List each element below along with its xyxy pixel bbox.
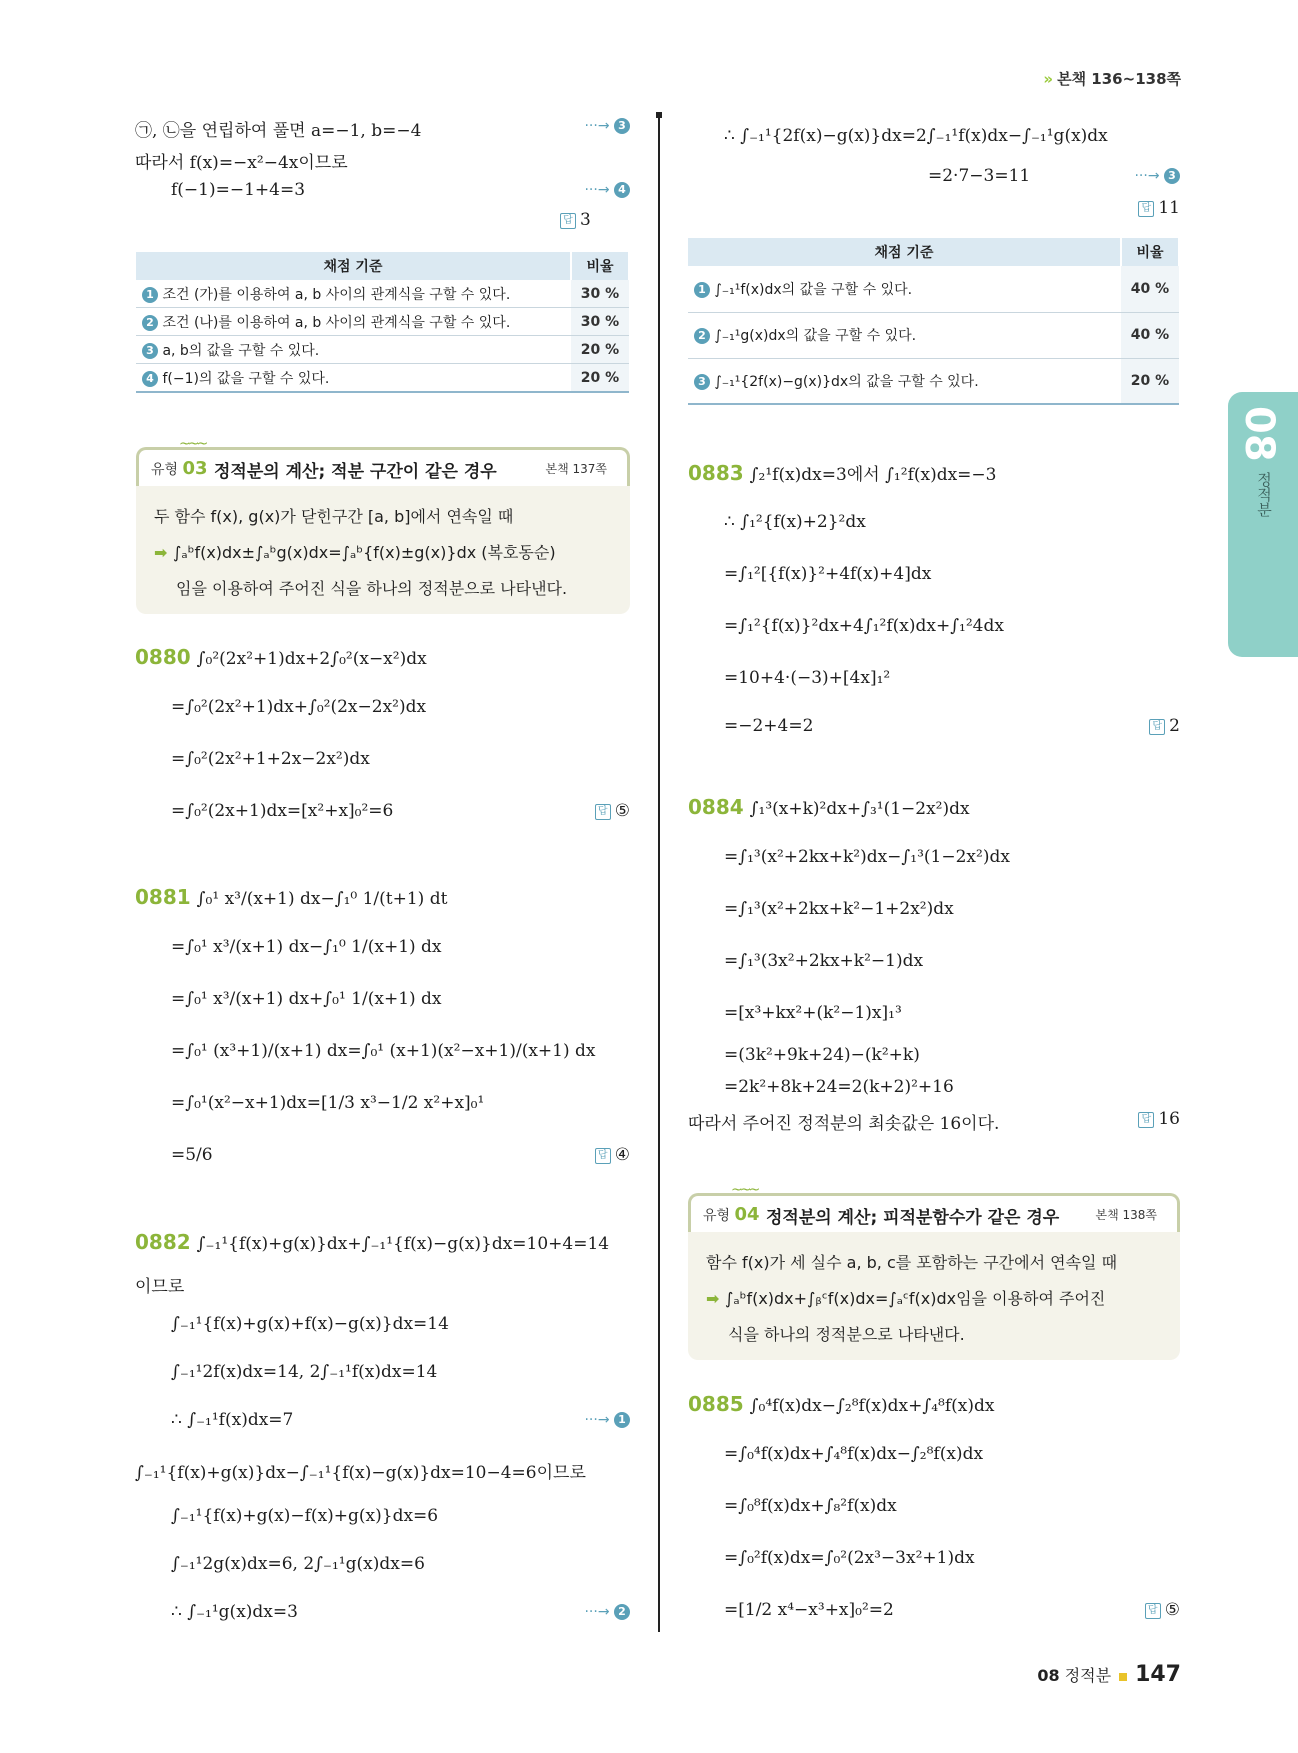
table-row: 1 조건 (가)를 이용하여 a, b 사이의 관계식을 구할 수 있다. 30 %: [136, 280, 629, 308]
answer-mark: 답 3: [560, 210, 630, 230]
step-tag: ···→ 4: [584, 182, 630, 198]
problem-0880: 0880 ∫₀²(2x²+1)dx+2∫₀²(x−x²)dx =∫₀²(2x²+1)dx+∫₀²(2x−2x²)dx =∫₀²(2x²+1+2x−2x²)dx =∫₀²(2x+1)dx=[x²+x]₀²=6 답 ⑤: [135, 645, 630, 821]
arrow-right-icon: ➡: [706, 1289, 725, 1308]
type-04-summary: 함수 f(x)가 세 실수 a, b, c를 포함하는 구간에서 연속일 때 ➡ ∫ₐᵇf(x)dx+∫ᵦᶜf(x)dx=∫ₐᶜf(x)dx임을 이용하여 주어진 식을 하나의 정적분으로 나타낸다.: [688, 1232, 1180, 1360]
type-03-summary: 두 함수 f(x), g(x)가 닫힌구간 [a, b]에서 연속일 때 ➡ ∫ₐᵇf(x)dx±∫ₐᵇg(x)dx=∫ₐᵇ{f(x)±g(x)}dx (복호동순) 임을 이용하여 주어진 식을 하나의 정적분으로 나타낸다.: [136, 486, 630, 614]
answer-mark: 답 11: [1138, 198, 1180, 218]
answer-box-icon: 답: [595, 804, 611, 820]
chapter-side-tab[interactable]: [1228, 392, 1298, 657]
wave-icon: ~~~: [731, 1182, 758, 1198]
step-tag: ···→ 3: [584, 118, 630, 134]
page-footer: 08 정적분 147: [1037, 1662, 1181, 1687]
chapter-title: 정적분: [1255, 472, 1273, 517]
step-circle-icon: 2: [614, 1604, 630, 1620]
table-row: 2 ∫₋₁¹g(x)dx의 값을 구할 수 있다. 40 %: [688, 312, 1179, 358]
criteria-table-1: 채점 기준 비율 1 조건 (가)를 이용하여 a, b 사이의 관계식을 구할 수 있다. 30 % 2 조건 (나)를 이용하여 a, b 사이의 관계식을 구할 수 있다. 30 % 3 a, b의 값을 구할 수 있다. 20 % 4 f(−1)의 값을 구할 수 있다. 20 %: [136, 252, 630, 393]
step-circle-icon: 4: [614, 182, 630, 198]
problem-0881: 0881 ∫₀¹ x³/(x+1) dx−∫₁⁰ 1/(t+1) dt =∫₀¹ x³/(x+1) dx−∫₁⁰ 1/(x+1) dx =∫₀¹ x³/(x+1) dx+∫₀¹ 1/(x+1) dx =∫₀¹ (x³+1)/(x+1) dx=∫₀¹ (x+1)(x²−x+1)/(x+1) dx =∫₀¹(x²−x+1)dx=[1/3 x³−1/2 x²+x]₀¹ =5/6 답 ④: [135, 885, 630, 1165]
type-03-header: ~~~ 유형 03 정적분의 계산; 적분 구간이 같은 경우 본책 137쪽: [136, 447, 630, 486]
chapter-number: 08: [1236, 406, 1282, 462]
table-row: 1 ∫₋₁¹f(x)dx의 값을 구할 수 있다. 40 %: [688, 266, 1179, 312]
problem-0885: 0885 ∫₀⁴f(x)dx−∫₂⁸f(x)dx+∫₄⁸f(x)dx =∫₀⁴f(x)dx+∫₄⁸f(x)dx−∫₂⁸f(x)dx =∫₀⁸f(x)dx+∫₈²f(x)dx =∫₀²f(x)dx=∫₀²(2x³−3x²+1)dx =[1/2 x⁴−x³+x]₀²=2 답 ⑤: [688, 1392, 1180, 1620]
footer-square-icon: [1119, 1673, 1127, 1681]
answer-box-icon: 답: [595, 1148, 611, 1164]
table-row: 3 a, b의 값을 구할 수 있다. 20 %: [136, 336, 629, 364]
criteria-table-2: 채점 기준 비율 1 ∫₋₁¹f(x)dx의 값을 구할 수 있다. 40 % 2 ∫₋₁¹g(x)dx의 값을 구할 수 있다. 40 % 3 ∫₋₁¹{2f(x)−g(x)}dx의 값을 구할 수 있다. 20 %: [688, 238, 1180, 405]
problem-0882: 0882 ∫₋₁¹{f(x)+g(x)}dx+∫₋₁¹{f(x)−g(x)}dx=10+4=14 이므로 ∫₋₁¹{f(x)+g(x)+f(x)−g(x)}dx=14 ∫₋₁¹2f(x)dx=14, 2∫₋₁¹f(x)dx=14 ∴ ∫₋₁¹f(x)dx=7 ···→ 1 ∫₋₁¹{f(x)+g(x)}dx−∫₋₁¹{f(x)−g(x)}dx=10−4=6이므로 ∫₋₁¹{f(x)+g(x)−f(x)+g(x)}dx=6 ∫₋₁¹2g(x)dx=6, 2∫₋₁¹g(x)dx=6 ∴ ∫₋₁¹g(x)dx=3 ···→ 2: [135, 1230, 630, 1630]
page-number: 147: [1135, 1662, 1181, 1687]
right-top-solution: ∴ ∫₋₁¹{2f(x)−g(x)}dx=2∫₋₁¹f(x)dx−∫₋₁¹g(x)dx =2·7−3=11 ···→ 3 답 11: [724, 126, 1180, 218]
answer-box-icon: 답: [560, 213, 576, 229]
double-chevron-icon: »: [1043, 70, 1054, 88]
answer-box-icon: 답: [1145, 1603, 1161, 1619]
answer-mark: 답 2: [1149, 716, 1180, 736]
answer-mark: 답 ⑤: [595, 801, 630, 821]
column-divider: [658, 112, 660, 1632]
wave-icon: ~~~: [179, 436, 206, 452]
step-circle-icon: 3: [1164, 168, 1180, 184]
answer-mark: 답 ⑤: [1145, 1600, 1180, 1620]
left-top-solution: ㉠, ㉡을 연립하여 풀면 a=−1, b=−4 따라서 f(x)=−x²−4x이므로 f(−1)=−1+4=3 ···→ 3 ···→ 4: [135, 110, 630, 210]
step-circle-icon: 1: [614, 1412, 630, 1428]
step-tag: ···→ 1: [584, 1412, 630, 1428]
answer-box-icon: 답: [1138, 1112, 1154, 1128]
answer-box-icon: 답: [1149, 719, 1165, 735]
step-tag: ···→ 3: [1134, 168, 1180, 184]
table-row: 3 ∫₋₁¹{2f(x)−g(x)}dx의 값을 구할 수 있다. 20 %: [688, 358, 1179, 404]
table-row: 2 조건 (나)를 이용하여 a, b 사이의 관계식을 구할 수 있다. 30 %: [136, 308, 629, 336]
page-reference: » 본책 136~138쪽: [1043, 70, 1181, 88]
answer-mark: 답 16: [1138, 1109, 1180, 1129]
step-tag: ···→ 2: [584, 1604, 630, 1620]
problem-0884: 0884 ∫₁³(x+k)²dx+∫₃¹(1−2x²)dx =∫₁³(x²+2kx+k²)dx−∫₁³(1−2x²)dx =∫₁³(x²+2kx+k²−1+2x²)dx =∫₁³(3x²+2kx+k²−1)dx =[x³+kx²+(k²−1)x]₁³ =(3k²+9k+24)−(k²+k) =2k²+8k+24=2(k+2)²+16 따라서 주어진 정적분의 최솟값은 16이다. 답 16: [688, 795, 1180, 1134]
step-circle-icon: 3: [614, 118, 630, 134]
arrow-right-icon: ➡: [154, 543, 173, 562]
answer-mark: 답 ④: [595, 1145, 630, 1165]
type-04-header: ~~~ 유형 04 정적분의 계산; 피적분함수가 같은 경우 본책 138쪽: [688, 1193, 1180, 1232]
problem-0883: 0883 ∫₂¹f(x)dx=3에서 ∫₁²f(x)dx=−3 ∴ ∫₁²{f(x)+2}²dx =∫₁²[{f(x)}²+4f(x)+4]dx =∫₁²{f(x)}²dx+4∫₁²f(x)dx+∫₁²4dx =10+4·(−3)+[4x]₁² =−2+4=2 답 2: [688, 461, 1180, 736]
table-row: 4 f(−1)의 값을 구할 수 있다. 20 %: [136, 364, 629, 393]
answer-box-icon: 답: [1138, 201, 1154, 217]
